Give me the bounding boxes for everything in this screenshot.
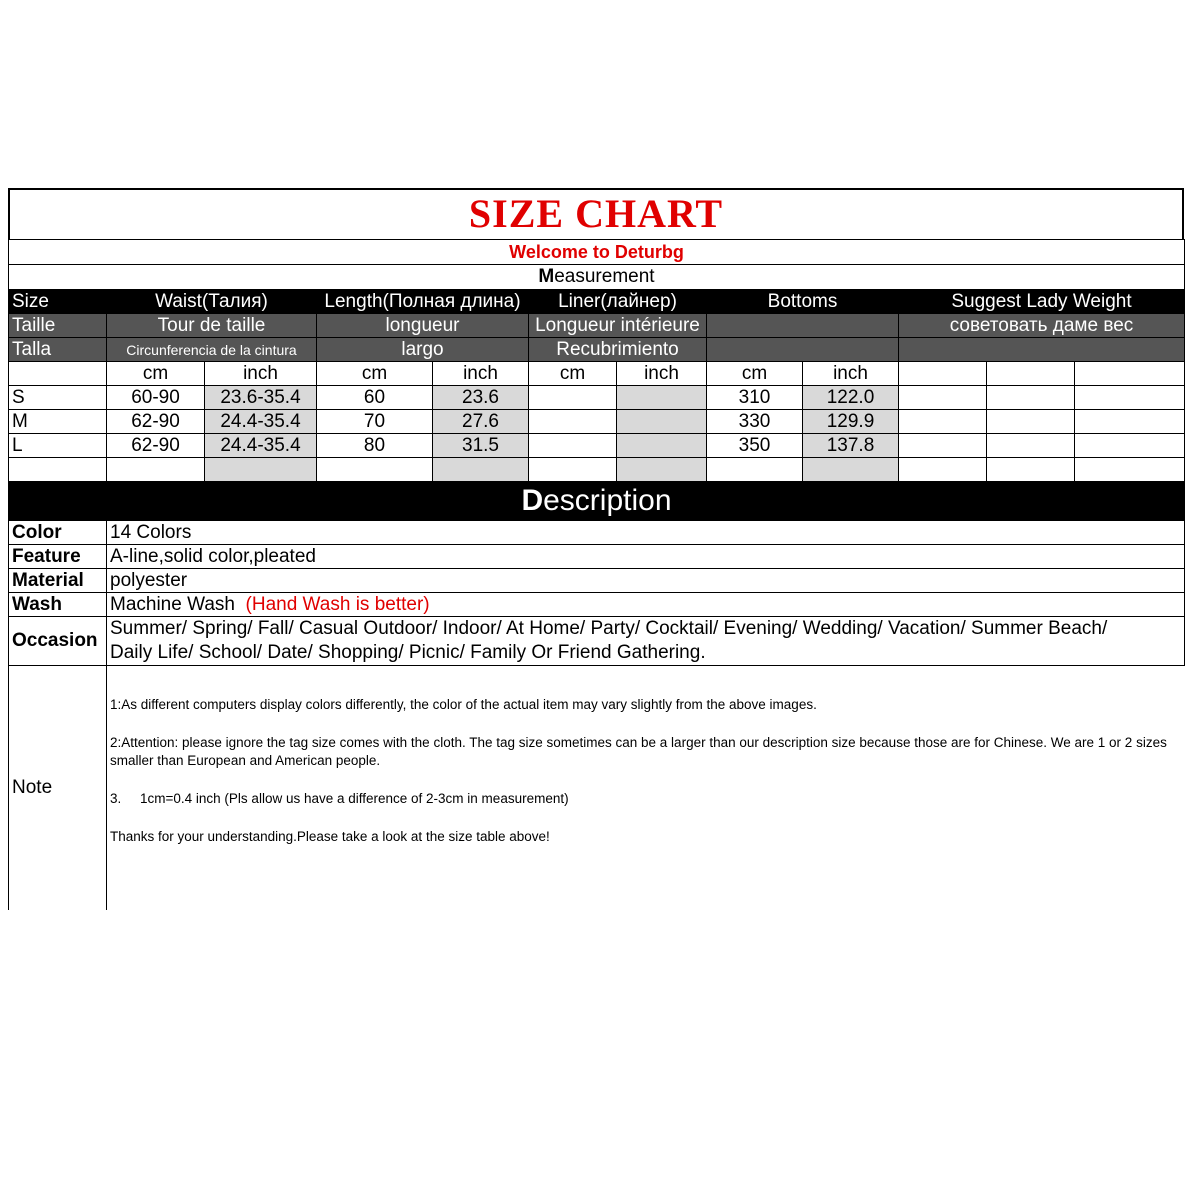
unit-cm: cm bbox=[317, 362, 433, 386]
detail-row-color bbox=[9, 521, 1185, 545]
header-size: Size bbox=[9, 290, 107, 314]
header-blank-es-2 bbox=[899, 338, 1185, 362]
waist-inch: 24.4-35.4 bbox=[205, 410, 317, 434]
measurement-table bbox=[8, 239, 1185, 910]
length-inch: 23.6 bbox=[433, 386, 529, 410]
note-line-2: 2:Attention: please ignore the tag size comes with the cloth. The tag size sometimes can be a larger than our description size because those are for Chinese. We are 1 or 2 sizes smaller than European and American people. bbox=[110, 735, 1167, 768]
header-longueur-interieure: Longueur intérieure bbox=[529, 314, 707, 338]
occasion-line-1: Summer/ Spring/ Fall/ Casual Outdoor/ Indoor/ At Home/ Party/ Cocktail/ Evening/ Wedding/ Vacation/ Summer Beach/ bbox=[110, 618, 1108, 639]
header-blank-fr bbox=[707, 314, 899, 338]
table-row bbox=[9, 410, 1185, 434]
wash-note: (Hand Wash is better) bbox=[245, 593, 430, 615]
header-taille: Taille bbox=[9, 314, 107, 338]
empty-cell bbox=[9, 458, 107, 482]
size-label: L bbox=[9, 434, 107, 458]
empty-cell bbox=[899, 362, 987, 386]
header-circunferencia: Circunferencia de la cintura bbox=[107, 338, 317, 362]
empty-cell bbox=[1075, 410, 1185, 434]
liner-inch bbox=[617, 410, 707, 434]
header-talla: Talla bbox=[9, 338, 107, 362]
waist-cm: 62-90 bbox=[107, 434, 205, 458]
empty-cell bbox=[987, 410, 1075, 434]
header-weight-ru: советовать даме вес bbox=[899, 314, 1185, 338]
empty-cell bbox=[899, 434, 987, 458]
feature-label: Feature bbox=[9, 545, 107, 569]
description-header bbox=[9, 482, 1185, 521]
welcome-banner: Welcome to Deturbg bbox=[9, 240, 1185, 265]
bottoms-inch: 129.9 bbox=[803, 410, 899, 434]
detail-row-wash bbox=[9, 593, 1185, 617]
bottoms-inch: 122.0 bbox=[803, 386, 899, 410]
unit-cm: cm bbox=[107, 362, 205, 386]
empty-cell bbox=[617, 458, 707, 482]
empty-cell bbox=[987, 362, 1075, 386]
unit-inch: inch bbox=[433, 362, 529, 386]
header-bottoms: Bottoms bbox=[707, 290, 899, 314]
empty-cell bbox=[317, 458, 433, 482]
units-row bbox=[9, 362, 1185, 386]
units-blank bbox=[9, 362, 107, 386]
detail-row-note bbox=[9, 666, 1185, 911]
material-label: Material bbox=[9, 569, 107, 593]
header-length: Length(Полная длина) bbox=[317, 290, 529, 314]
empty-cell bbox=[1075, 458, 1185, 482]
header-liner: Liner(лайнер) bbox=[529, 290, 707, 314]
detail-row-occasion bbox=[9, 617, 1185, 666]
size-chart-title: SIZE CHART bbox=[468, 191, 724, 236]
empty-cell bbox=[987, 434, 1075, 458]
empty-cell bbox=[107, 458, 205, 482]
unit-inch: inch bbox=[803, 362, 899, 386]
color-value: 14 Colors bbox=[107, 521, 1185, 545]
header-longueur: longueur bbox=[317, 314, 529, 338]
size-chart bbox=[8, 188, 1184, 910]
length-cm: 60 bbox=[317, 386, 433, 410]
color-label: Color bbox=[9, 521, 107, 545]
empty-cell bbox=[205, 458, 317, 482]
description-rest: escription bbox=[543, 484, 672, 517]
size-label: M bbox=[9, 410, 107, 434]
waist-inch: 24.4-35.4 bbox=[205, 434, 317, 458]
table-row bbox=[9, 434, 1185, 458]
unit-inch: inch bbox=[617, 362, 707, 386]
measurement-initial: M bbox=[538, 266, 555, 287]
table-row bbox=[9, 386, 1185, 410]
header-largo: largo bbox=[317, 338, 529, 362]
empty-cell bbox=[987, 458, 1075, 482]
unit-inch: inch bbox=[205, 362, 317, 386]
waist-inch: 23.6-35.4 bbox=[205, 386, 317, 410]
feature-value: A-line,solid color,pleated bbox=[107, 545, 1185, 569]
unit-cm: cm bbox=[529, 362, 617, 386]
length-inch: 27.6 bbox=[433, 410, 529, 434]
description-initial: D bbox=[521, 484, 544, 517]
size-label: S bbox=[9, 386, 107, 410]
length-cm: 80 bbox=[317, 434, 433, 458]
waist-cm: 62-90 bbox=[107, 410, 205, 434]
liner-inch bbox=[617, 434, 707, 458]
note-content bbox=[107, 666, 1185, 911]
empty-cell bbox=[987, 386, 1075, 410]
header-weight: Suggest Lady Weight bbox=[899, 290, 1185, 314]
empty-cell bbox=[707, 458, 803, 482]
empty-cell bbox=[899, 386, 987, 410]
wash-label: Wash bbox=[9, 593, 107, 617]
detail-row-feature bbox=[9, 545, 1185, 569]
note-line-3: 3. 1cm=0.4 inch (Pls allow us have a difference of 2-3cm in measurement) bbox=[110, 791, 569, 806]
empty-cell bbox=[1075, 386, 1185, 410]
liner-cm bbox=[529, 410, 617, 434]
header-tour-de-taille: Tour de taille bbox=[107, 314, 317, 338]
header-blank-es bbox=[707, 338, 899, 362]
header-recubrimiento: Recubrimiento bbox=[529, 338, 707, 362]
measurement-label bbox=[9, 265, 1185, 290]
empty-cell bbox=[899, 410, 987, 434]
waist-cm: 60-90 bbox=[107, 386, 205, 410]
header-row-english bbox=[9, 290, 1185, 314]
empty-cell bbox=[899, 458, 987, 482]
detail-row-material bbox=[9, 569, 1185, 593]
occasion-label: Occasion bbox=[9, 617, 107, 666]
header-row-french bbox=[9, 314, 1185, 338]
material-value: polyester bbox=[107, 569, 1185, 593]
title-box bbox=[8, 188, 1184, 239]
bottoms-cm: 350 bbox=[707, 434, 803, 458]
occasion-line-2: Daily Life/ School/ Date/ Shopping/ Picnic/ Family Or Friend Gathering. bbox=[110, 642, 706, 663]
wash-value: Machine Wash bbox=[110, 593, 235, 615]
bottoms-cm: 330 bbox=[707, 410, 803, 434]
header-waist: Waist(Талия) bbox=[107, 290, 317, 314]
empty-cell bbox=[433, 458, 529, 482]
unit-cm: cm bbox=[707, 362, 803, 386]
note-label: Note bbox=[9, 666, 107, 911]
bottoms-inch: 137.8 bbox=[803, 434, 899, 458]
empty-cell bbox=[1075, 362, 1185, 386]
note-line-4: Thanks for your understanding.Please take a look at the size table above! bbox=[110, 829, 550, 844]
occasion-value bbox=[107, 617, 1185, 666]
description-title bbox=[9, 482, 1185, 521]
note-line-1: 1:As different computers display colors differently, the color of the actual item may vary slightly from the above images. bbox=[110, 697, 817, 712]
liner-cm bbox=[529, 434, 617, 458]
wash-cell bbox=[107, 593, 1185, 617]
measurement-rest: easurement bbox=[554, 266, 655, 287]
bottoms-cm: 310 bbox=[707, 386, 803, 410]
length-cm: 70 bbox=[317, 410, 433, 434]
liner-cm bbox=[529, 386, 617, 410]
length-inch: 31.5 bbox=[433, 434, 529, 458]
empty-cell bbox=[1075, 434, 1185, 458]
empty-cell bbox=[803, 458, 899, 482]
header-row-spanish bbox=[9, 338, 1185, 362]
liner-inch bbox=[617, 386, 707, 410]
table-row-empty bbox=[9, 458, 1185, 482]
empty-cell bbox=[529, 458, 617, 482]
